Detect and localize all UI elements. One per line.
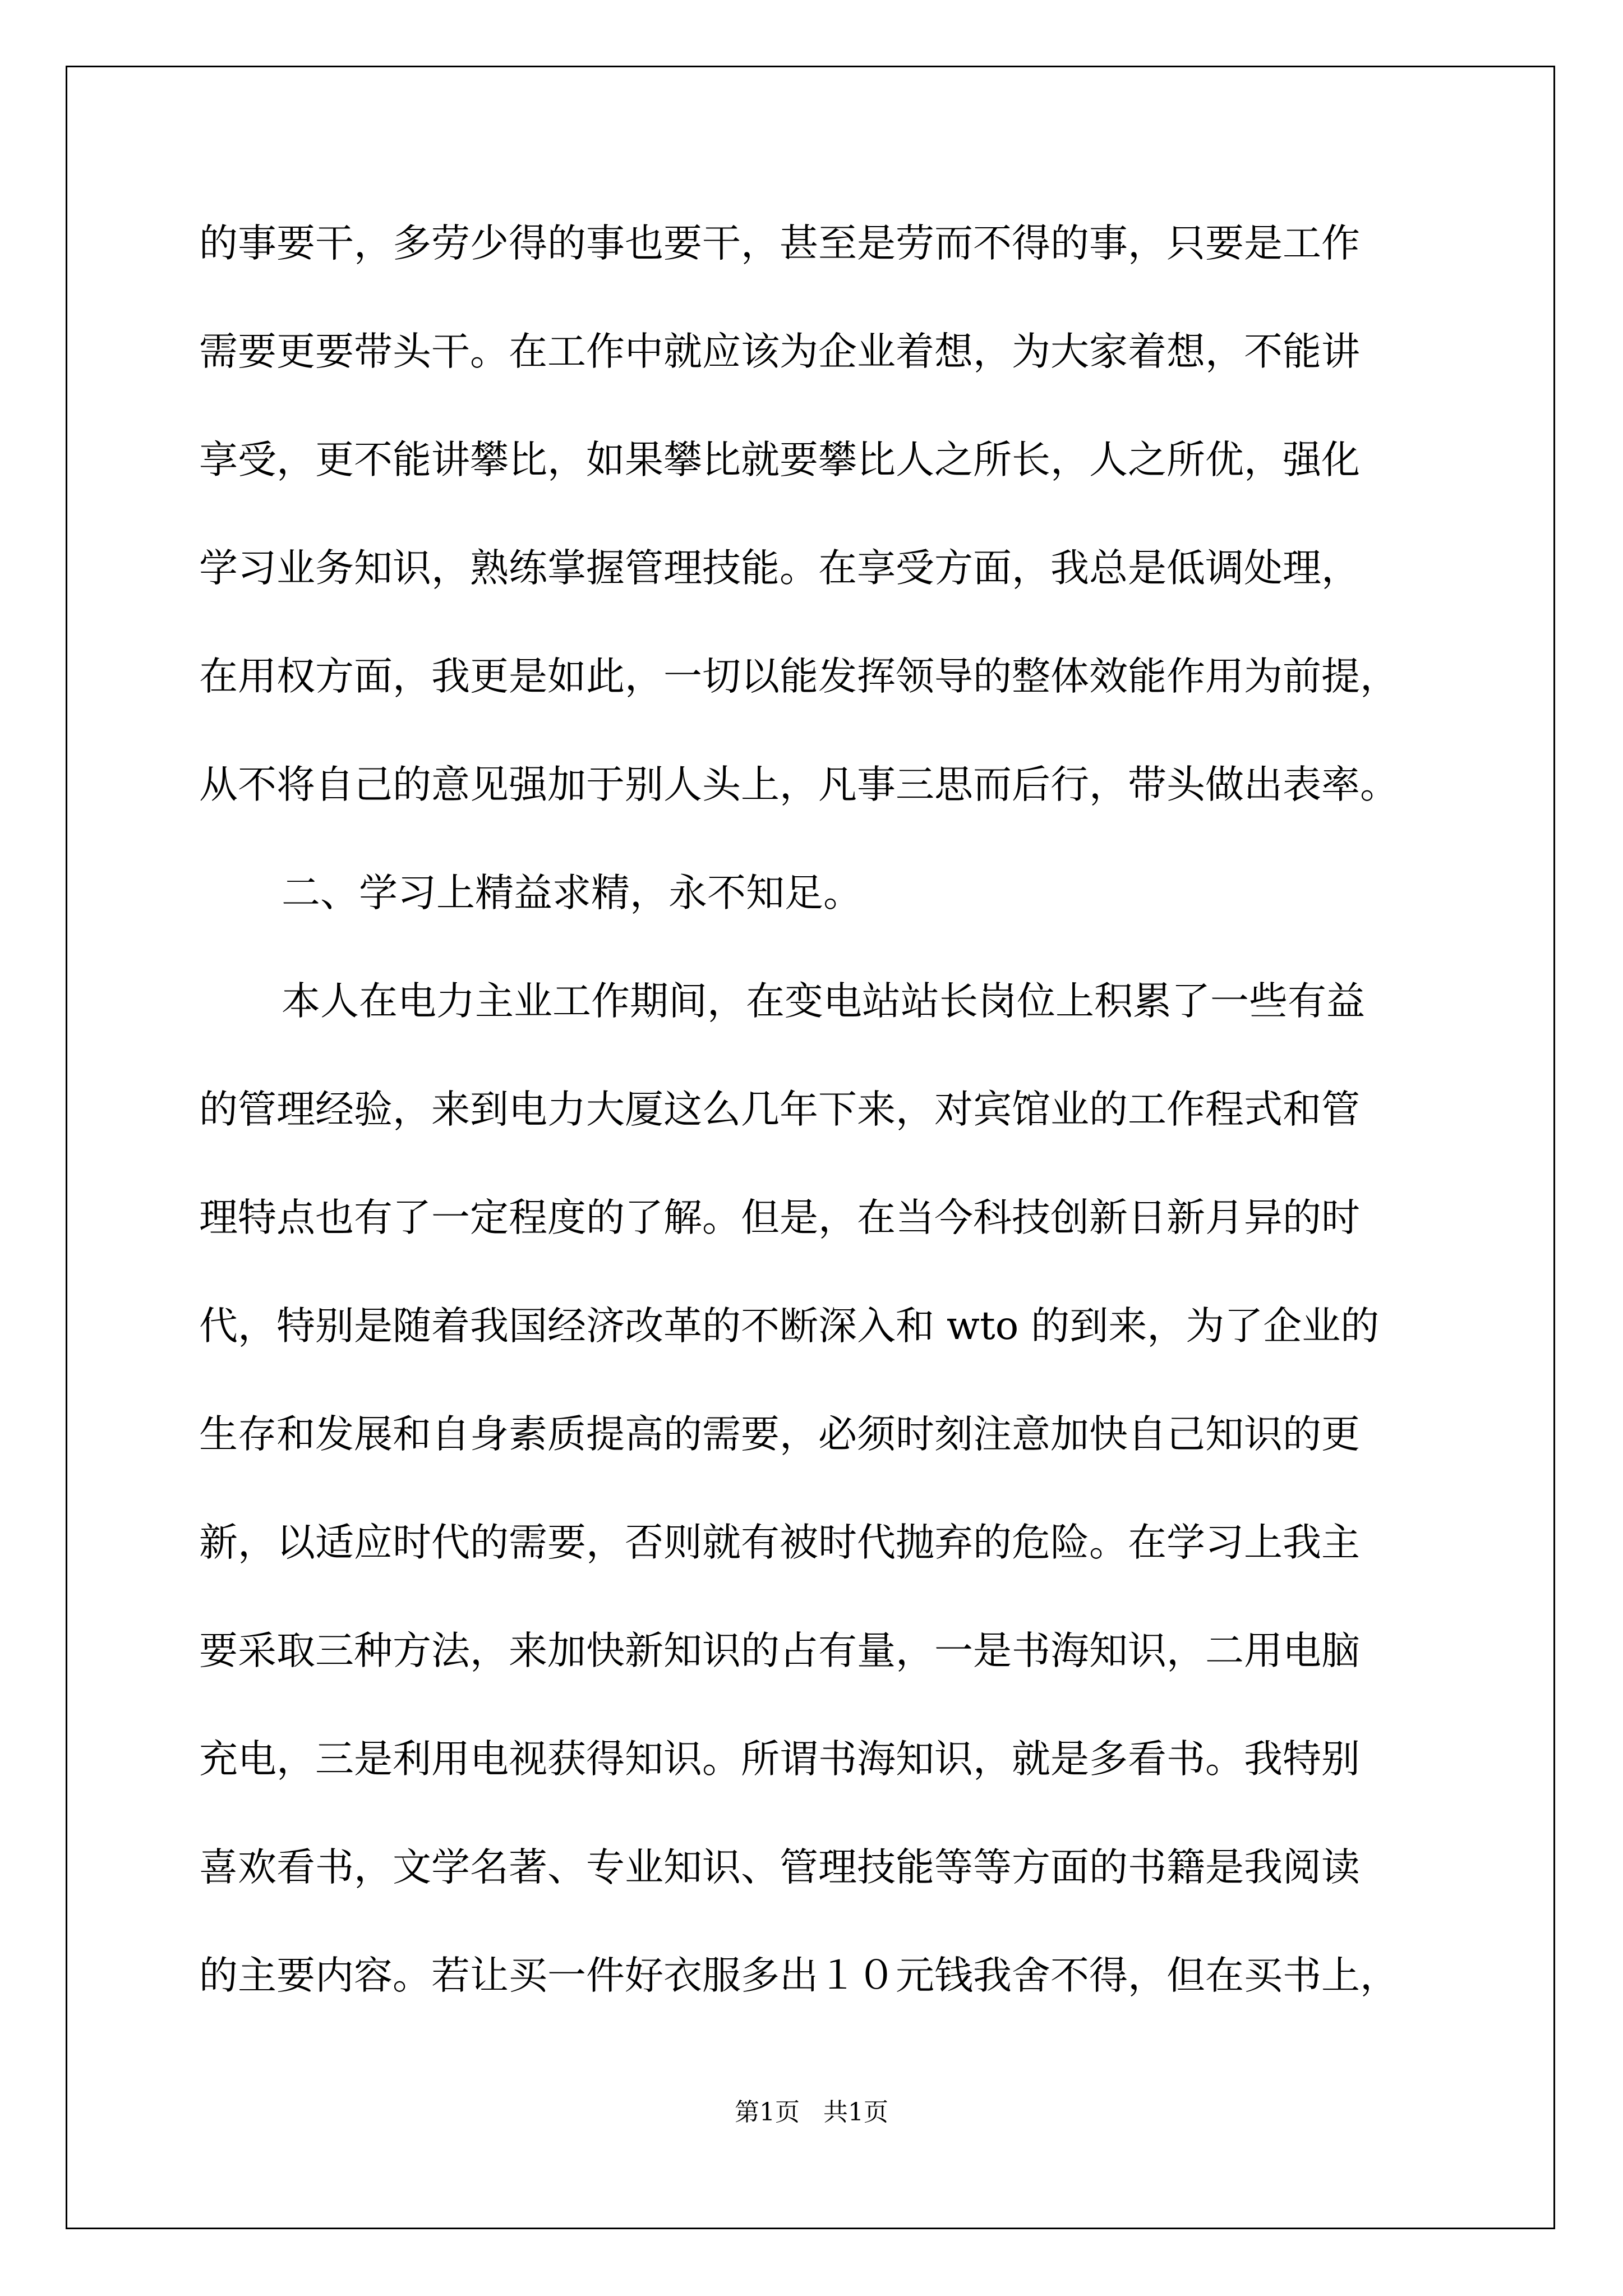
text-line: 代，特别是随着我国经济改革的不断深入和 wto 的到来，为了企业的: [199, 1304, 1380, 1349]
text-line: 生存和发展和自身素质提高的需要，必须时刻注意加快自己知识的更: [199, 1412, 1360, 1457]
text-line: 本人在电力主业工作期间，在变电站站长岗位上积累了一些有益: [282, 979, 1365, 1024]
text-line: 要采取三种方法，来加快新知识的占有量，一是书海知识，二用电脑: [199, 1628, 1360, 1673]
text-line: 的管理经验，来到电力大厦这么几年下来，对宾馆业的工作程式和管: [199, 1087, 1360, 1132]
section-heading: 二、学习上精益求精，永不知足。: [282, 871, 862, 915]
text-line: 充电，三是利用电视获得知识。所谓书海知识，就是多看书。我特别: [199, 1737, 1360, 1782]
page-footer: 第1页 共1页: [735, 2098, 888, 2127]
text-line: 享受，更不能讲攀比，如果攀比就要攀比人之所长，人之所优，强化: [199, 438, 1360, 482]
text-line: 学习业务知识，熟练掌握管理技能。在享受方面，我总是低调处理，: [199, 546, 1360, 591]
text-line: 理特点也有了一定程度的了解。但是，在当今科技创新日新月异的时: [199, 1195, 1360, 1240]
text-line: 喜欢看书，文学名著、专业知识、管理技能等等方面的书籍是我阅读: [199, 1845, 1360, 1890]
text-line: 的主要内容。若让买一件好衣服多出１０元钱我舍不得，但在买书上，: [199, 1953, 1399, 1998]
text-line: 在用权方面，我更是如此，一切以能发挥领导的整体效能作用为前提，: [199, 654, 1399, 699]
text-line: 需要更要带头干。在工作中就应该为企业着想，为大家着想，不能讲: [199, 329, 1360, 374]
text-line: 的事要干，多劳少得的事也要干，甚至是劳而不得的事，只要是工作: [199, 221, 1360, 266]
text-line: 新，以适应时代的需要，否则就有被时代抛弃的危险。在学习上我主: [199, 1520, 1360, 1565]
text-line: 从不将自己的意见强加于别人头上，凡事三思而后行，带头做出表率。: [199, 762, 1399, 807]
page-border: [66, 66, 1555, 2229]
